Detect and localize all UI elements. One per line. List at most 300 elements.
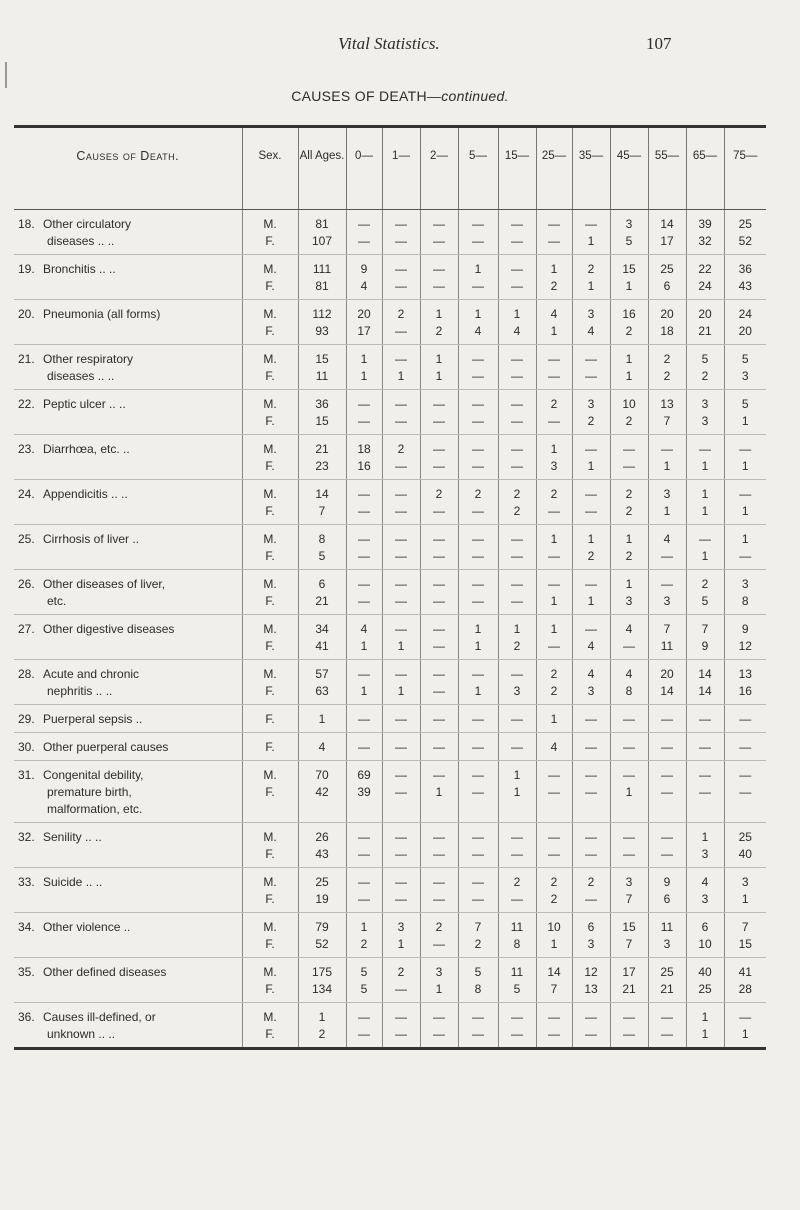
age-group-cell [382, 1003, 420, 1049]
death-count: — [699, 785, 711, 799]
age-group-cell [724, 570, 766, 615]
death-count: 4 [550, 307, 558, 321]
sex-value: F. [265, 740, 275, 754]
death-count: 8 [318, 532, 326, 546]
age-group-cell [572, 761, 610, 823]
age-group-cell [346, 255, 382, 300]
death-count: — [585, 830, 597, 844]
death-count: — [585, 622, 597, 636]
sex-value: M. [263, 622, 277, 636]
death-count: 1 [550, 594, 558, 608]
sex-cell [242, 570, 298, 615]
death-count: 8 [625, 684, 633, 698]
death-count: 2 [318, 1027, 326, 1041]
age-group-cell [724, 705, 766, 733]
age-group-cell [724, 660, 766, 705]
death-count: — [548, 830, 560, 844]
age-group-cell [420, 390, 458, 435]
cause-cell [14, 390, 242, 435]
death-count: — [433, 937, 445, 951]
cause-label: Suicide .. .. [43, 875, 103, 889]
death-count: 25 [738, 830, 752, 844]
death-count: — [623, 1010, 635, 1024]
age-group-cell [724, 345, 766, 390]
death-count: 36 [315, 397, 329, 411]
cause-cell [14, 525, 242, 570]
age-group-cell [498, 390, 536, 435]
death-count: 3 [550, 459, 558, 473]
sex-cell [242, 390, 298, 435]
death-count: 20 [738, 324, 752, 338]
death-count: 111 [312, 262, 332, 276]
death-count: — [433, 1027, 445, 1041]
death-count: 14 [698, 667, 712, 681]
all-ages-cell [298, 300, 346, 345]
table-title-suffix: —continued. [426, 88, 509, 104]
death-count: 2 [663, 369, 671, 383]
death-count: — [511, 577, 523, 591]
death-count: — [472, 532, 484, 546]
age-group-cell [498, 1003, 536, 1049]
death-count: 26 [315, 830, 329, 844]
death-count: 23 [315, 459, 329, 473]
sex-value: F. [265, 324, 275, 338]
age-group-cell [648, 525, 686, 570]
death-count: 2 [550, 667, 558, 681]
age-group-cell [572, 480, 610, 525]
cause-number: 18. [18, 217, 35, 231]
age-group-cell [458, 733, 498, 761]
death-count: 7 [474, 920, 482, 934]
death-count: — [661, 1027, 673, 1041]
death-count: 6 [701, 920, 709, 934]
age-group-cell [458, 823, 498, 868]
death-count: — [472, 577, 484, 591]
cause-number: 20. [18, 307, 35, 321]
age-group-cell [498, 480, 536, 525]
all-ages-cell [298, 435, 346, 480]
age-group-cell [686, 300, 724, 345]
age-group-cell [458, 705, 498, 733]
death-count: — [433, 847, 445, 861]
cause-label: premature birth, [47, 785, 132, 799]
death-count: 2 [397, 442, 405, 456]
death-count: — [511, 1027, 523, 1041]
age-group-cell [420, 1003, 458, 1049]
death-count: — [472, 504, 484, 518]
age-group-cell [420, 761, 458, 823]
all-ages-cell [298, 761, 346, 823]
death-count: — [585, 1010, 597, 1024]
death-count: 4 [625, 622, 633, 636]
age-group-cell [648, 435, 686, 480]
age-group-cell [382, 300, 420, 345]
sex-cell [242, 705, 298, 733]
death-count: 3 [701, 414, 709, 428]
death-count: 14 [698, 684, 712, 698]
cause-label: Other digestive diseases [43, 622, 175, 636]
death-count: — [623, 459, 635, 473]
death-count: 93 [315, 324, 329, 338]
death-count: — [585, 487, 597, 501]
death-count: — [661, 785, 673, 799]
death-count: — [739, 442, 752, 456]
death-count: 4 [625, 667, 633, 681]
death-count: 2 [435, 920, 443, 934]
death-count: — [395, 892, 407, 906]
death-count: — [472, 667, 484, 681]
age-group-cell [610, 210, 648, 255]
death-count: — [548, 414, 560, 428]
age-group-cell [572, 570, 610, 615]
table-row [14, 868, 766, 913]
cause-cell [14, 210, 242, 255]
death-count: — [585, 352, 597, 366]
death-count: 2 [474, 937, 482, 951]
sex-value: F. [265, 639, 275, 653]
death-count: 25 [738, 217, 752, 231]
cause-label: Diarrhœa, etc. .. [43, 442, 130, 456]
age-group-cell [536, 761, 572, 823]
death-count: 2 [625, 324, 633, 338]
age-group-cell [382, 761, 420, 823]
death-count: 14 [547, 965, 561, 979]
column-header: 55— [648, 127, 686, 210]
cause-label: Congenital debility, [43, 768, 144, 782]
age-group-cell [648, 823, 686, 868]
death-count: 4 [663, 532, 671, 546]
death-count: — [395, 594, 407, 608]
death-count: 1 [587, 234, 595, 248]
death-count: 13 [660, 397, 674, 411]
death-count: — [585, 740, 597, 754]
age-group-cell [686, 660, 724, 705]
death-count: 40 [698, 965, 712, 979]
death-count: 1 [360, 684, 368, 698]
sex-value: F. [265, 892, 275, 906]
death-count: 13 [738, 667, 752, 681]
death-count: 16 [622, 307, 636, 321]
cause-number: 36. [18, 1010, 35, 1024]
death-count: — [395, 234, 407, 248]
death-count: 81 [315, 279, 329, 293]
death-count: 14 [315, 487, 329, 501]
death-count: 1 [663, 504, 671, 518]
all-ages-cell [298, 660, 346, 705]
age-group-cell [648, 733, 686, 761]
death-count: 1 [360, 352, 368, 366]
age-group-cell [420, 958, 458, 1003]
cause-cell [14, 868, 242, 913]
death-count: — [358, 414, 370, 428]
age-group-cell [724, 1003, 766, 1049]
age-group-cell [420, 480, 458, 525]
death-count: 1 [701, 1027, 709, 1041]
death-count: — [511, 279, 523, 293]
age-group-cell [458, 660, 498, 705]
age-group-cell [536, 1003, 572, 1049]
death-count: 5 [360, 965, 368, 979]
cause-number: 29. [18, 712, 35, 726]
cause-label: Other puerperal causes [43, 740, 169, 754]
death-count: — [585, 768, 597, 782]
death-count: 11 [510, 965, 524, 979]
death-count: — [661, 442, 673, 456]
death-count: 1 [741, 504, 749, 518]
age-group-cell [458, 300, 498, 345]
age-group-cell [686, 435, 724, 480]
death-count: — [585, 712, 597, 726]
cause-label: Other respiratory [43, 352, 134, 366]
age-group-cell [610, 1003, 648, 1049]
death-count: — [511, 1010, 523, 1024]
death-count: 21 [660, 982, 674, 996]
cause-number: 19. [18, 262, 35, 276]
age-group-cell [346, 345, 382, 390]
age-group-cell [724, 435, 766, 480]
death-count: 36 [738, 262, 752, 276]
age-group-cell [648, 913, 686, 958]
sex-value: M. [263, 667, 277, 681]
death-count: — [739, 1010, 752, 1024]
death-count: — [511, 217, 523, 231]
death-count: — [395, 549, 407, 563]
table-row [14, 733, 766, 761]
death-count: 134 [311, 982, 333, 996]
age-group-cell [458, 255, 498, 300]
age-group-cell [610, 480, 648, 525]
death-count: 1 [625, 785, 633, 799]
death-count: 1 [587, 459, 595, 473]
death-count: 1 [741, 414, 749, 428]
death-count: 5 [318, 549, 326, 563]
death-count: — [623, 768, 635, 782]
death-count: 4 [318, 740, 326, 754]
age-group-cell [458, 615, 498, 660]
death-count: 16 [738, 684, 752, 698]
cause-cell [14, 761, 242, 823]
death-count: 10 [547, 920, 561, 934]
death-count: 1 [625, 369, 633, 383]
cause-cell [14, 705, 242, 733]
death-count: — [739, 712, 752, 726]
death-count: 15 [315, 352, 329, 366]
death-count: 21 [698, 324, 712, 338]
age-group-cell [458, 868, 498, 913]
age-group-cell [648, 705, 686, 733]
death-count: 1 [435, 307, 443, 321]
death-count: 2 [474, 487, 482, 501]
death-count: 3 [741, 875, 749, 889]
death-count: — [739, 487, 752, 501]
death-count: — [472, 414, 484, 428]
sex-value: M. [263, 262, 277, 276]
death-count: — [699, 712, 711, 726]
death-count: 21 [622, 982, 636, 996]
death-count: 39 [698, 217, 712, 231]
death-count: 1 [435, 785, 443, 799]
age-group-cell [382, 958, 420, 1003]
sex-cell [242, 345, 298, 390]
death-count: — [623, 847, 635, 861]
sex-cell [242, 823, 298, 868]
death-count: 24 [738, 307, 752, 321]
all-ages-cell [298, 345, 346, 390]
death-count: 17 [622, 965, 636, 979]
age-group-cell [420, 210, 458, 255]
sex-value: F. [265, 684, 275, 698]
death-count: 4 [360, 622, 368, 636]
death-count: — [548, 504, 560, 518]
death-count: — [433, 667, 445, 681]
table-row [14, 345, 766, 390]
death-count: — [358, 1027, 370, 1041]
age-group-cell [536, 958, 572, 1003]
death-count: — [395, 622, 407, 636]
age-group-cell [382, 345, 420, 390]
age-group-cell [536, 733, 572, 761]
death-count: — [661, 768, 673, 782]
death-count: 8 [474, 982, 482, 996]
death-count: 1 [550, 442, 558, 456]
age-group-cell [498, 345, 536, 390]
cause-number: 30. [18, 740, 35, 754]
age-group-cell [648, 570, 686, 615]
death-count: 1 [397, 639, 405, 653]
age-group-cell [382, 525, 420, 570]
death-count: 3 [397, 920, 405, 934]
death-count: — [511, 740, 523, 754]
death-count: — [548, 234, 560, 248]
sex-value: M. [263, 965, 277, 979]
age-group-cell [382, 733, 420, 761]
age-group-cell [610, 345, 648, 390]
death-count: 63 [315, 684, 329, 698]
cause-label: etc. [47, 594, 67, 608]
death-count: — [433, 684, 445, 698]
death-count: 1 [625, 352, 633, 366]
death-count: — [661, 712, 673, 726]
age-group-cell [346, 435, 382, 480]
death-count: — [548, 785, 560, 799]
death-count: 28 [738, 982, 752, 996]
death-count: 1 [474, 622, 482, 636]
death-count: — [395, 847, 407, 861]
death-count: 2 [625, 487, 633, 501]
age-group-cell [346, 570, 382, 615]
death-count: 6 [587, 920, 595, 934]
sex-cell [242, 733, 298, 761]
sex-value: M. [263, 768, 277, 782]
cause-label: unknown .. .. [47, 1027, 116, 1041]
death-count: 6 [318, 577, 326, 591]
age-group-cell [498, 570, 536, 615]
death-count: 1 [435, 369, 443, 383]
death-count: — [661, 740, 673, 754]
age-group-cell [686, 255, 724, 300]
age-group-cell [382, 435, 420, 480]
age-group-cell [536, 480, 572, 525]
death-count: — [395, 459, 407, 473]
age-group-cell [572, 958, 610, 1003]
death-count: 11 [510, 920, 524, 934]
death-count: 2 [360, 937, 368, 951]
age-group-cell [382, 480, 420, 525]
death-count: 2 [587, 875, 595, 889]
death-count: 1 [550, 622, 558, 636]
death-count: 1 [397, 684, 405, 698]
death-count: — [433, 262, 445, 276]
death-count: 2 [587, 414, 595, 428]
table-body [14, 210, 766, 1049]
death-count: — [585, 1027, 597, 1041]
age-group-cell [346, 1003, 382, 1049]
table-row [14, 300, 766, 345]
death-count: 17 [660, 234, 674, 248]
sex-value: M. [263, 307, 277, 321]
death-count: 7 [663, 622, 671, 636]
age-group-cell [724, 210, 766, 255]
death-count: — [433, 504, 445, 518]
death-count: 2 [625, 504, 633, 518]
table-row [14, 525, 766, 570]
all-ages-cell [298, 913, 346, 958]
death-count: — [358, 234, 370, 248]
death-count: — [433, 639, 445, 653]
death-count: — [395, 217, 407, 231]
age-group-cell [536, 345, 572, 390]
age-group-cell [458, 1003, 498, 1049]
age-group-cell [572, 210, 610, 255]
death-count: — [358, 532, 370, 546]
death-count: 1 [741, 532, 749, 546]
death-count: — [358, 487, 370, 501]
death-count: 4 [587, 667, 595, 681]
death-count: 42 [315, 785, 329, 799]
death-count: 1 [701, 504, 709, 518]
death-count: — [511, 892, 523, 906]
sex-value: F. [265, 982, 275, 996]
age-group-cell [498, 733, 536, 761]
death-count: 3 [625, 594, 633, 608]
death-count: — [472, 1010, 484, 1024]
death-count: — [661, 1010, 673, 1024]
sex-value: M. [263, 397, 277, 411]
sex-value: F. [265, 847, 275, 861]
death-count: 1 [550, 937, 558, 951]
age-group-cell [536, 390, 572, 435]
death-count: 1 [741, 1027, 749, 1041]
age-group-cell [346, 660, 382, 705]
death-count: 5 [513, 982, 521, 996]
death-count: 5 [741, 352, 749, 366]
death-count: — [358, 892, 370, 906]
sex-value: F. [265, 1027, 275, 1041]
death-count: 7 [625, 892, 633, 906]
death-count: — [358, 847, 370, 861]
death-count: 4 [513, 324, 521, 338]
death-count: — [395, 487, 407, 501]
death-count: — [472, 549, 484, 563]
death-count: 1 [360, 639, 368, 653]
sex-cell [242, 480, 298, 525]
death-count: 2 [587, 262, 595, 276]
death-count: — [358, 577, 370, 591]
death-count: 1 [587, 279, 595, 293]
age-group-cell [536, 823, 572, 868]
age-group-cell [498, 300, 536, 345]
death-count: — [511, 549, 523, 563]
